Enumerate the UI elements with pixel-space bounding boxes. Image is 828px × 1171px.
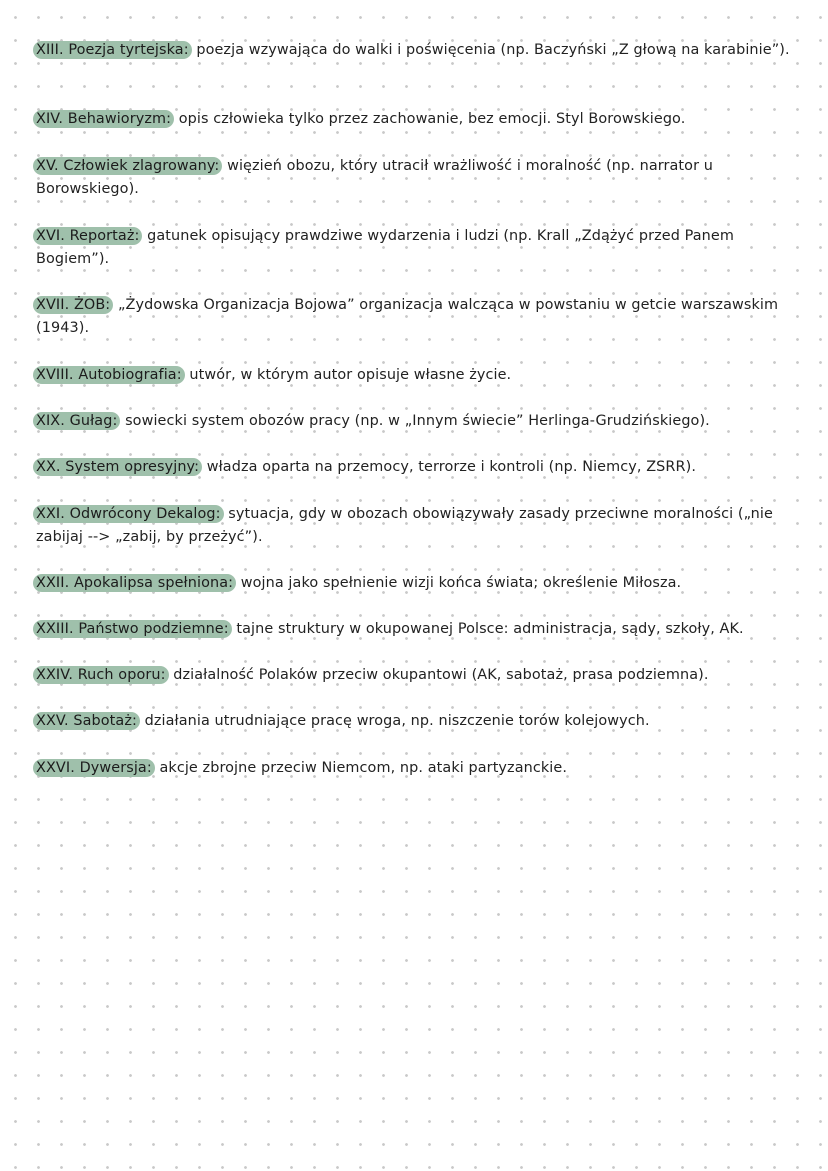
entry-term: Apokalipsa spełniona: [73, 575, 234, 591]
term-highlight [33, 296, 113, 314]
entry-term: Człowiek zlagrowany: [63, 158, 220, 174]
entry-numeral: XIV. [36, 111, 64, 127]
glossary-entry-xxvi [36, 757, 796, 780]
entry-numeral: XXIV. [36, 667, 74, 683]
term-highlight [33, 41, 192, 59]
term-highlight [33, 412, 120, 430]
entry-term: Odwrócony Dekalog: [69, 506, 221, 522]
entry-definition: akcje zbrojne przeciw Niemcom, np. ataki partyzanckie. [159, 760, 568, 776]
entry-definition: wojna jako spełnienie wizji końca świata; określenie Miłosza. [240, 575, 682, 591]
entry-term: Behawioryzm: [67, 111, 172, 127]
entry-term: Państwo podziemne: [78, 621, 229, 637]
term-highlight [33, 666, 169, 684]
entry-definition: opis człowieka tylko przez zachowanie, bez emocji. Styl Borowskiego. [178, 111, 686, 127]
glossary-entry-xvii [36, 294, 796, 340]
glossary-entry-xv [36, 155, 796, 201]
entry-term: Reportaż: [69, 228, 140, 244]
entry-numeral: XXV. [36, 713, 69, 729]
entry-numeral: XX. [36, 459, 61, 475]
term-highlight [33, 227, 142, 245]
term-highlight [33, 157, 222, 175]
glossary-entry-xiii [36, 39, 796, 62]
entry-term: Poezja tyrtejska: [68, 42, 189, 58]
entry-term: System opresyjny: [65, 459, 200, 475]
entry-numeral: XXII. [36, 575, 70, 591]
entry-definition: tajne struktury w okupowanej Polsce: administracja, sądy, szkoły, AK. [236, 621, 744, 637]
entry-numeral: XVI. [36, 228, 65, 244]
entry-term: Gułag: [69, 413, 118, 429]
entry-numeral: XXVI. [36, 760, 75, 776]
entry-term: Dywersja: [79, 760, 152, 776]
term-highlight [33, 574, 236, 592]
entry-numeral: XIII. [36, 42, 64, 58]
entry-numeral: XXIII. [36, 621, 74, 637]
glossary-entry-xx [36, 456, 796, 479]
entry-definition: gatunek opisujący prawdziwe wydarzenia i ludzi (np. Krall „Zdążyć przed Panem Bogiem”). [36, 228, 734, 267]
entry-definition: działalność Polaków przeciw okupantowi (AK, sabotaż, prasa podziemna). [173, 667, 709, 683]
entry-numeral: XVIII. [36, 367, 74, 383]
entry-numeral: XIX. [36, 413, 65, 429]
entry-numeral: XVII. [36, 297, 70, 313]
entry-definition: władza oparta na przemocy, terrorze i kontroli (np. Niemcy, ZSRR). [206, 459, 696, 475]
glossary-entry-xxv [36, 710, 796, 733]
entry-numeral: XV. [36, 158, 59, 174]
entry-definition: utwór, w którym autor opisuje własne życie. [189, 367, 512, 383]
entry-definition: sytuacja, gdy w obozach obowiązywały zasady przeciwne moralności („nie zabijaj --> „zabij, by przeżyć”). [36, 506, 773, 545]
entry-numeral: XXI. [36, 506, 65, 522]
glossary-entry-xxiii [36, 618, 796, 641]
term-highlight [33, 505, 224, 523]
term-highlight [33, 110, 174, 128]
term-highlight [33, 620, 232, 638]
entry-definition: więzień obozu, który utracił wrażliwość i moralność (np. narrator u Borowskiego). [36, 158, 713, 197]
entry-definition: poezja wzywająca do walki i poświęcenia (np. Baczyński „Z głową na karabinie”). [196, 42, 790, 58]
term-highlight [33, 366, 185, 384]
glossary-entry-xxiv [36, 664, 796, 687]
glossary-entry-xix [36, 410, 796, 433]
term-highlight [33, 458, 202, 476]
entry-term: ŻOB: [73, 297, 111, 313]
entry-term: Autobiografia: [78, 367, 182, 383]
entry-definition: działania utrudniające pracę wroga, np. niszczenie torów kolejowych. [144, 713, 650, 729]
entry-term: Sabotaż: [73, 713, 137, 729]
entry-definition: sowiecki system obozów pracy (np. w „Innym świecie” Herlinga-Grudzińskiego). [125, 413, 710, 429]
entry-definition: „Żydowska Organizacja Bojowa” organizacja walcząca w powstaniu w getcie warszawskim (1943). [36, 297, 779, 336]
glossary-entry-xxii [36, 572, 796, 595]
glossary-entry-xiv [36, 108, 796, 131]
entry-term: Ruch oporu: [77, 667, 166, 683]
glossary-entry-xxi [36, 503, 796, 549]
glossary-entry-xviii [36, 364, 796, 387]
glossary-entry-xvi [36, 225, 796, 271]
term-highlight [33, 712, 140, 730]
term-highlight [33, 759, 155, 777]
